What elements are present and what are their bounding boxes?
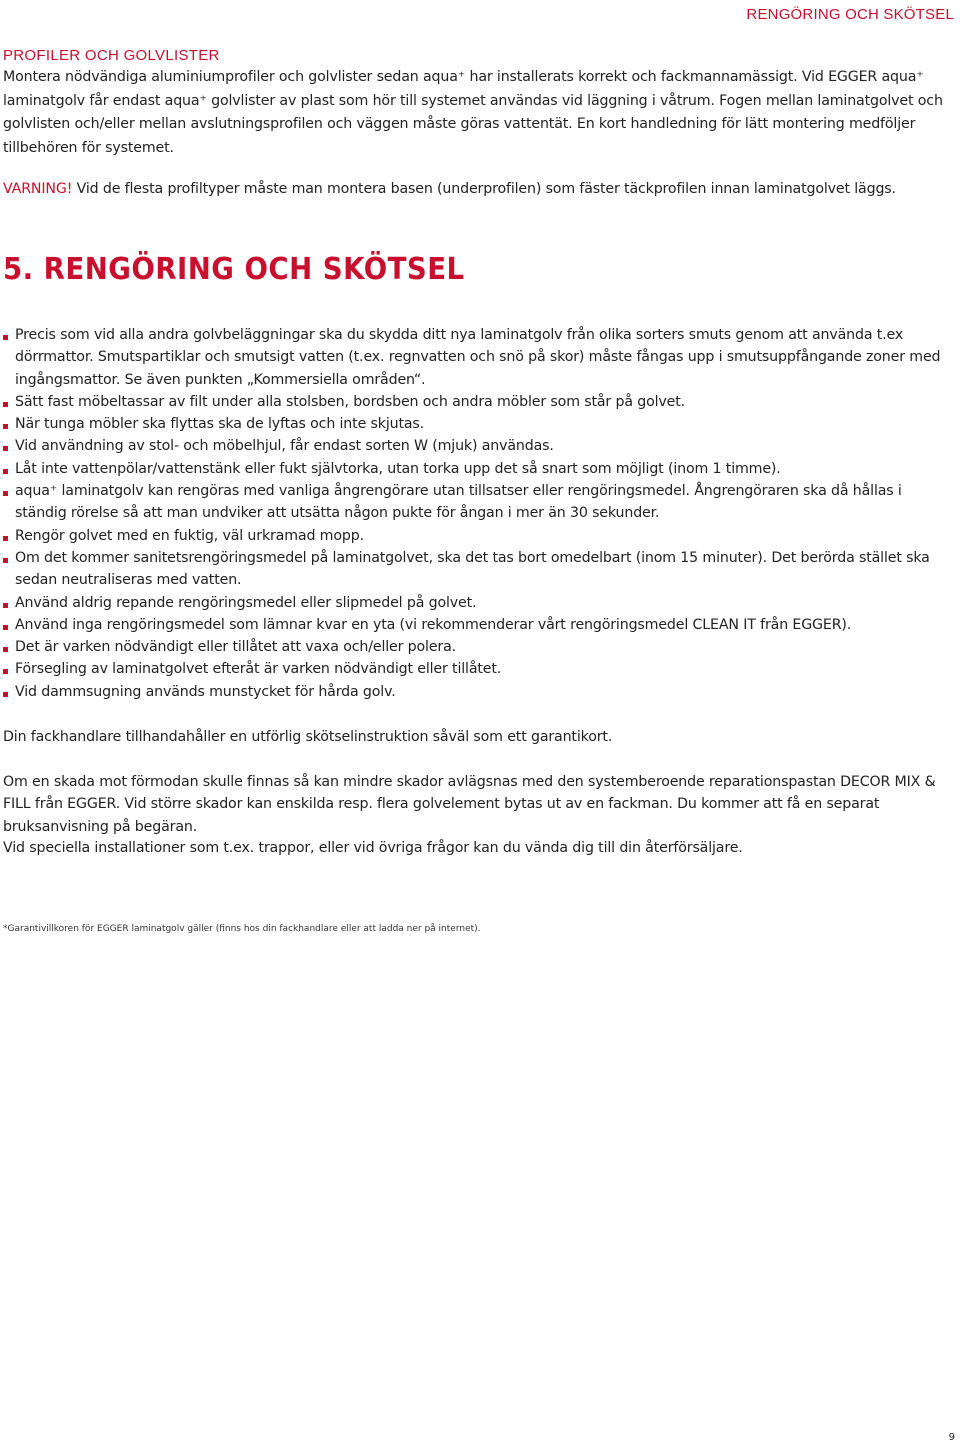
bullet-icon	[3, 536, 8, 541]
bullet-icon	[3, 335, 8, 340]
footnote: *Garantivillkoren för EGGER laminatgolv gäller (finns hos din fackhandlare eller att ladda ner på internet).	[3, 924, 481, 934]
special-installations-paragraph: Vid speciella installationer som t.ex. trappor, eller vid övriga frågor kan du vända dig till din återförsäljare.	[3, 840, 743, 856]
profiles-heading: PROFILER OCH GOLVLISTER	[3, 47, 220, 64]
list-item	[3, 592, 955, 614]
warning-label: VARNING!	[3, 181, 73, 197]
bullet-icon	[3, 647, 8, 652]
page-number: 9	[948, 1432, 955, 1443]
bullet-icon	[3, 603, 8, 608]
list-item-text: Använd aldrig repande rengöringsmedel eller slipmedel på golvet.	[15, 594, 477, 611]
list-item	[3, 614, 955, 636]
list-item-text: Rengör golvet med en fuktig, väl urkramad mopp.	[15, 527, 364, 544]
list-item-text: Använd inga rengöringsmedel som lämnar kvar en yta (vi rekommenderar vårt rengöringsmedel CLEAN IT från EGGER).	[15, 616, 852, 633]
list-item-text: Vid användning av stol- och möbelhjul, får endast sorten W (mjuk) användas.	[15, 438, 554, 455]
profiles-paragraph: Montera nödvändiga aluminiumprofiler och golvlister sedan aqua⁺ har installerats korrekt och fackmannamässigt. Vid EGGER aqua⁺ laminatgolv får endast aqua⁺ golvlister av plast som hör till systemet användas vid läggning i våtrum. Fogen mellan laminatgolvet och golvlisten och/eller mellan avslutningsprofilen och väggen måste göras vattentät. En kort handledning för lätt montering medföljer tillbehören för systemet.	[3, 69, 943, 156]
list-item-text: Det är varken nödvändigt eller tillåtet att vaxa och/eller polera.	[15, 639, 456, 656]
list-item-text: Låt inte vattenpölar/vattenstänk eller fukt självtorka, utan torka upp det så snart som möjligt (inom 1 timme).	[15, 460, 781, 477]
list-item-text: aqua⁺ laminatgolv kan rengöras med vanliga ångrengörare utan tillsatser eller rengöringsmedel. Ångrengöraren ska då hållas i ständig rörelse så att man undviker att utsätta någon pukte för ångan i mer än 30 sekunder.	[15, 483, 902, 522]
list-item	[3, 435, 955, 457]
list-item-text: Vid dammsugning används munstycket för hårda golv.	[15, 683, 396, 700]
bullet-icon	[3, 558, 8, 563]
warning-paragraph	[3, 178, 955, 202]
list-item-text: Sätt fast möbeltassar av filt under alla stolsben, bordsben och andra möbler som står på golvet.	[15, 393, 686, 410]
list-item	[3, 681, 955, 703]
list-item-text: Precis som vid alla andra golvbeläggningar ska du skydda ditt nya laminatgolv från olika sorters smuts genom att använda t.ex dörrmattor. Smutspartiklar och smutsigt vatten (t.ex. regnvatten och snö på skor) måste fångas upp i smutsuppfångande zoner med ingångsmattor. Se även punkten „Kommersiella områden“.	[15, 327, 941, 388]
list-item	[3, 458, 955, 480]
bullet-icon	[3, 692, 8, 697]
warning-text: Vid de flesta profiltyper måste man montera basen (underprofilen) som fäster täckprofilen innan laminatgolvet läggs.	[72, 181, 896, 197]
bullet-icon	[3, 625, 8, 630]
bullet-icon	[3, 446, 8, 451]
list-item	[3, 636, 955, 658]
list-item-text: Om det kommer sanitetsrengöringsmedel på laminatgolvet, ska det tas bort omedelbart (inom 15 minuter). Det berörda stället ska sedan neutraliseras med vatten.	[15, 549, 930, 589]
list-item	[3, 480, 955, 525]
bullet-icon	[3, 491, 8, 496]
list-item	[3, 324, 955, 391]
list-item-text: När tunga möbler ska flyttas ska de lyftas och inte skjutas.	[15, 416, 425, 433]
list-item-text: Försegling av laminatgolvet efteråt är varken nödvändigt eller tillåtet.	[15, 661, 502, 678]
care-list	[3, 324, 955, 703]
running-header: RENGÖRING OCH SKÖTSEL	[746, 6, 954, 23]
bullet-icon	[3, 424, 8, 429]
instructions-paragraph: Din fackhandlare tillhandahåller en utförlig skötselinstruktion såväl som ett garantikort.	[3, 729, 613, 745]
section-heading: 5. RENGÖRING OCH SKÖTSEL	[3, 252, 465, 287]
list-item	[3, 525, 955, 547]
list-item	[3, 658, 955, 680]
bullet-icon	[3, 669, 8, 674]
repair-paragraph: Om en skada mot förmodan skulle finnas så kan mindre skador avlägsnas med den systemberoende reparationspastan DECOR MIX & FILL från EGGER. Vid större skador kan enskilda resp. flera golvelement bytas ut av en fackman. Du kommer att få en separat bruksanvisning på begäran.	[3, 774, 936, 835]
bullet-icon	[3, 402, 8, 407]
bullet-icon	[3, 469, 8, 474]
list-item	[3, 547, 955, 592]
list-item	[3, 391, 955, 413]
list-item	[3, 413, 955, 435]
